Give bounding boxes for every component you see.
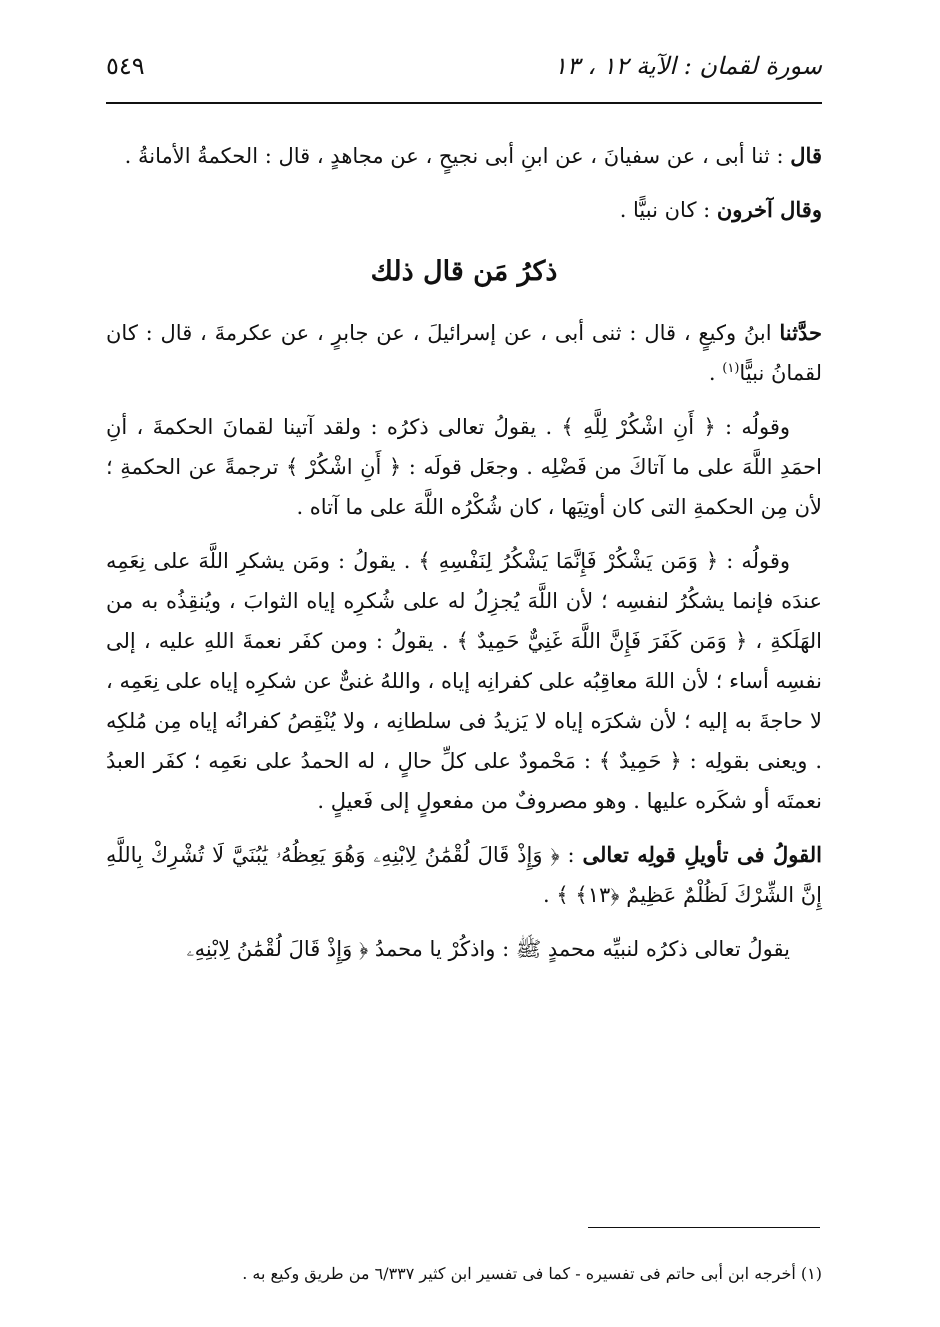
- paragraph-2-lead: وقال آخرون: [716, 197, 822, 222]
- paragraph-3-text: ابنُ وكيعٍ ، قال : ثنى أبى ، عن إسرائيلَ ، عن جابرٍ ، عن عكرمةَ ، قال : كان لقمانُ نبيًّا: [106, 321, 822, 385]
- paragraph-5: وقولُه : ﴿ وَمَن يَشْكُرْ فَإِنَّمَا يَشْكُرُ لِنَفْسِهِ ﴾ . يقولُ : ومَن يشكرِ اللَّهَ على نِعَمِه عندَه فإنما يشكُرُ لنفسِه ؛ لأن اللَّهَ يُجزِلُ له على شُكرِه إياه الثوابَ ، ويُنقِذُه به من الهَلَكةِ ، ﴿ وَمَن كَفَرَ فَإِنَّ اللَّهَ غَنِيٌّ حَمِيدٌ ﴾ . يقولُ : ومن كفَر نعمةَ اللهِ عليه ، إلى نفسِه أساء ؛ لأن اللهَ معاقِبُه على كفرانِه إياه ، واللهُ غنىٌّ عن شكرِه إياه على نِعَمِه ، لا حاجةَ به إليه ؛ لأن شكرَه إياه لا يَزيدُ فى سلطانِه ، ولا يُنْقِصُ كفرانُه إياه مِن مُلكِه . ويعنى بقولِه : ﴿ حَمِيدٌ ﴾ : مَحْمودٌ على كلِّ حالٍ ، له الحمدُ على نعَمِه ؛ كفَر العبدُ نعمتَه أو شكَره عليها . وهو مصروفٌ من مفعولٍ إلى فَعيلٍ .: [106, 549, 822, 813]
- paragraph-1-lead: قال: [790, 143, 822, 168]
- paragraph-2: [106, 190, 822, 230]
- paragraph-3-end: .: [708, 361, 723, 385]
- paragraph-6-text: : ﴿ وَإِذْ قَالَ لُقْمَٰنُ لِابْنِهِۦ وَهُوَ يَعِظُهُۥ يَٰبُنَيَّ لَا تُشْرِكْ بِاللَّهِ إِنَّ الشِّرْكَ لَظُلْمٌ عَظِيمٌ ﴿١٣﴾ ﴾ .: [106, 843, 822, 907]
- paragraph-6: [106, 835, 822, 915]
- section-heading: ذكرُ مَن قال ذلك: [370, 256, 558, 287]
- page-body: [106, 136, 822, 983]
- paragraph-7: يقولُ تعالى ذكرُه لنبيِّه محمدٍ ﷺ : واذكُرْ يا محمدُ ﴿ وَإِذْ قَالَ لُقْمَٰنُ لِابْنِهِۦ: [186, 937, 790, 961]
- footnote-marker: (١): [722, 361, 740, 376]
- header-divider: [106, 102, 822, 104]
- paragraph-3-lead: حدَّثنا: [779, 320, 822, 345]
- paragraph-4: وقولُه : ﴿ أَنِ اشْكُرْ لِلَّهِ ﴾ . يقولُ تعالى ذكرُه : ولقد آتينا لقمانَ الحكمةَ ، أنِ احمَدِ اللَّهَ على ما آتاكَ من فَضْلِه . وجعَل قولَه : ﴿ أَنِ اشْكُرْ ﴾ ترجمةً عن الحكمةِ ؛ لأن مِن الحكمةِ التى كان أوتِيَها ، كان شُكْرُه اللَّهَ على ما آتاه .: [106, 415, 822, 519]
- footnote: (١) أخرجه ابن أبى حاتم فى تفسيره - كما فى تفسير ابن كثير ٦/٣٣٧ من طريق وكيع به .: [242, 1264, 822, 1283]
- running-title: سورة لقمان : الآية ١٢ ، ١٣: [553, 52, 822, 80]
- paragraph-3: [106, 313, 822, 393]
- paragraph-1-text: : ثنا أبى ، عن سفيانَ ، عن ابنِ أبى نجيحٍ ، عن مجاهدٍ ، قال : الحكمةُ الأمانةُ .: [124, 144, 791, 168]
- page-header: [106, 52, 822, 96]
- page-number: ٥٤٩: [106, 52, 145, 80]
- paragraph-1: [106, 136, 822, 176]
- paragraph-2-text: : كان نبيًّا .: [619, 198, 717, 222]
- footnote-divider: [588, 1227, 820, 1228]
- paragraph-6-lead: القولُ فى تأويلِ قولِه تعالى: [582, 842, 823, 867]
